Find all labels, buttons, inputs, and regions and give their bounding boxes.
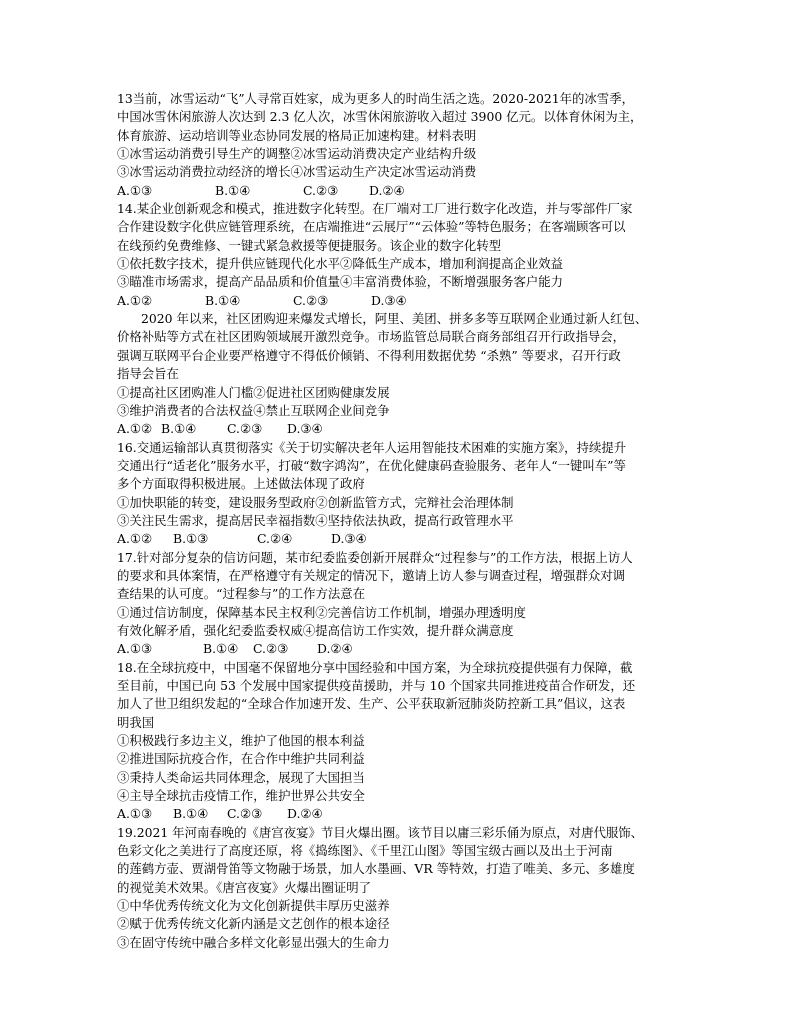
question-text-line: 17.针对部分复杂的信访问题，某市纪委监委创新开展群众“过程参与”的工作方法，根据上访人 <box>117 549 633 565</box>
answer-options <box>117 182 687 200</box>
question-text-line: ①通过信访制度，保障基本民主权利②完善信访工作机制，增强办理透明度 <box>117 604 526 620</box>
question-text-line: 价格补贴等方式在社区团购领域展开激烈竞争。市场监管总局联合商务部组召开行政指导会， <box>117 329 626 345</box>
option-c: C.②③ <box>227 421 263 437</box>
question-text-line: ①依托数字技术，提升供应链现代化水平②降低生产成本，增加利润提高企业效益 <box>117 256 564 272</box>
option-a: A.①② <box>117 421 153 437</box>
question-text-line: 中国冰雪休闲旅游人次达到 2.3 亿人次，冰雪休闲旅游收入超过 3900 亿元。以体育休闲为主， <box>117 109 643 125</box>
answer-options <box>117 530 687 548</box>
question-text-line: 指导会旨在 <box>117 366 179 382</box>
question-text-line: 至目前，中国已向 53 个发展中国家提供疫苗援助，并与 10 个国家共同推进疫苗合作研发，还 <box>117 678 636 693</box>
question-text-line: 加人了世卫组织发起的“全球合作加速开发、生产、公平获取新冠肺炎防控新工具”倡议，这表 <box>117 696 626 712</box>
question-text-line: 强调互联网平台企业要严格遵守不得低价倾销、不得利用数据优势 “杀熟” 等要求，召开行政 <box>117 347 621 363</box>
option-b: B.①④ <box>173 806 209 822</box>
option-b: B.①④ <box>215 182 251 198</box>
question-text-line: ③冰雪运动消费拉动经济的增长④冰雪运动生产决定冰雪运动消费 <box>117 164 477 180</box>
question-text-line: 14.某企业创新观念和模式，推进数字化转型。在厂端对工厂进行数字化改造，并与零部件厂家 <box>117 201 633 217</box>
question-text-line: 16.交通运输部认真贯彻落实《关于切实解决老年人运用智能技术困难的实施方案》，持续提升 <box>117 439 627 455</box>
question-text-line: 合作建设数字化供应链管理系统，在店端推进“云展厅”“云体验”等特色服务；在客端顾客可以 <box>117 219 626 235</box>
option-b: B.①③ <box>173 531 209 547</box>
option-b: B.①④ <box>203 641 239 657</box>
question-text-line: ③维护消费者的合法权益④禁止互联网企业间竞争 <box>117 402 390 418</box>
answer-options <box>117 420 687 438</box>
question-17 <box>117 549 687 659</box>
question-text-line: ③秉持人类命运共同体理念，展现了大国担当 <box>117 769 365 785</box>
question-text-line: 19.2021 年河南春晚的《唐宫夜宴》节目火爆出圈。该节目以庸三彩乐俑为原点，对唐代服饰、 <box>117 824 644 840</box>
question-text-line: 有效化解矛盾，强化纪委监委权威④提高信访工作实效，提升群众满意度 <box>117 622 514 638</box>
option-d: D.②④ <box>317 641 353 657</box>
question-13 <box>117 90 687 200</box>
question-text-line: 在线预约免费维修、一键式紧急救援等便捷服务。该企业的数字化转型 <box>117 237 502 253</box>
option-d: D.③④ <box>371 292 407 308</box>
option-a: A.①③ <box>117 641 153 657</box>
option-d: D.③④ <box>287 421 323 437</box>
option-c: C.②④ <box>257 531 293 547</box>
option-a: A.①② <box>117 292 153 308</box>
option-a: A.①③ <box>117 806 153 822</box>
option-b: B.①④ <box>161 421 197 437</box>
option-c: C.②③ <box>253 641 289 657</box>
question-text-line: 18.在全球抗疫中，中国毫不保留地分享中国经验和中国方案，为全球抗疫提供强有力保障，截 <box>117 659 633 675</box>
question-text-line: 查结果的认可度。“过程参与”的工作方法意在 <box>117 586 366 602</box>
question-text-line: 的要求和具体案情，在严格遵守有关规定的情况下，邀请上访人参与调查过程，增强群众对调 <box>117 567 626 583</box>
question-text-line: 2020 年以来，社区团购迎来爆发式增长，阿里、美团、拼多多等互联网企业通过新人红包、 <box>141 311 648 327</box>
answer-options <box>117 640 687 658</box>
question-text-line: 多个方面取得积极进展。上述做法体现了政府 <box>117 476 365 492</box>
question-list <box>117 90 687 952</box>
question-text-line: ①加快职能的转变，建设服务型政府②创新监管方式，完辩社会治理体制 <box>117 494 514 510</box>
question-text-line: 的莲鹤方壶、贾湖骨笛等文物融于场景，加人水墨画、VR 等特效，打造了唯美、多元、多雄度 <box>117 861 635 877</box>
question-text-line: 色彩文化之美进行了高度还原，将《捣练图》、《千里江山图》等国宝级古画以及出土于河南 <box>117 843 613 859</box>
option-d: D.③④ <box>331 531 367 547</box>
question-text-line: ③关注民生需求，提高居民幸福指数④坚持依法执政，提高行政管理水平 <box>117 512 514 528</box>
question-text-line: ③瞄准市场需求，提高产品品质和价值量④丰富消费体验，不断增强服务客户能力 <box>117 274 564 290</box>
question-15 <box>117 310 687 438</box>
question-19 <box>117 824 687 952</box>
answer-options <box>117 292 687 310</box>
question-14 <box>117 200 687 310</box>
answer-options <box>117 805 687 823</box>
question-text-line: ③在固守传统中融合多样文化彰显出强大的生命力 <box>117 934 390 950</box>
question-text-line: ①冰雪运动消费引导生产的调整②冰雪运动消费决定产业结构升级 <box>117 146 477 162</box>
question-text-line: 13当前，冰雪运动“飞”人寻常百姓家，成为更多人的时尚生活之选。2020-2021年的冰雪季， <box>117 91 634 106</box>
question-text-line: ④主导全球抗击疫情工作，维护世界公共安全 <box>117 788 365 804</box>
question-text-line: ①提高社区团购准人门槛②促进社区团购健康发展 <box>117 384 390 400</box>
question-text-line: ②推进国际抗疫合作，在合作中维护共同利益 <box>117 751 365 767</box>
option-a: A.①② <box>117 531 153 547</box>
question-text-line: ①积极践行多边主义，维护了他国的根本利益 <box>117 733 365 749</box>
question-text-line: 交通出行“适老化”服务水平，打破“数字鸿沟”，在优化健康码查验服务、老年人“一键叫车”等 <box>117 457 626 473</box>
question-text-line: ①中华优秀传统文化为文化创新提供丰厚历史滋养 <box>117 898 390 914</box>
option-c: C.②③ <box>303 182 339 198</box>
option-d: D.②④ <box>369 182 405 198</box>
option-d: D.②④ <box>287 806 323 822</box>
option-c: C.②③ <box>227 806 263 822</box>
question-text-line: ②赋于优秀传统文化新内涵是文艺创作的根本途径 <box>117 916 390 932</box>
option-b: B.①④ <box>205 292 241 308</box>
question-16 <box>117 439 687 549</box>
option-c: C.②③ <box>293 292 329 308</box>
question-text-line: 明我国 <box>117 714 155 730</box>
question-text-line: 的视觉美术效果。《唐宫夜宴》火爆出圈证明了 <box>117 879 372 895</box>
question-text-line: 体育旅游、运动培训等业态协同发展的格局正加速构建。材料表明 <box>117 127 477 143</box>
option-a: A.①③ <box>117 182 153 198</box>
question-18 <box>117 659 687 824</box>
